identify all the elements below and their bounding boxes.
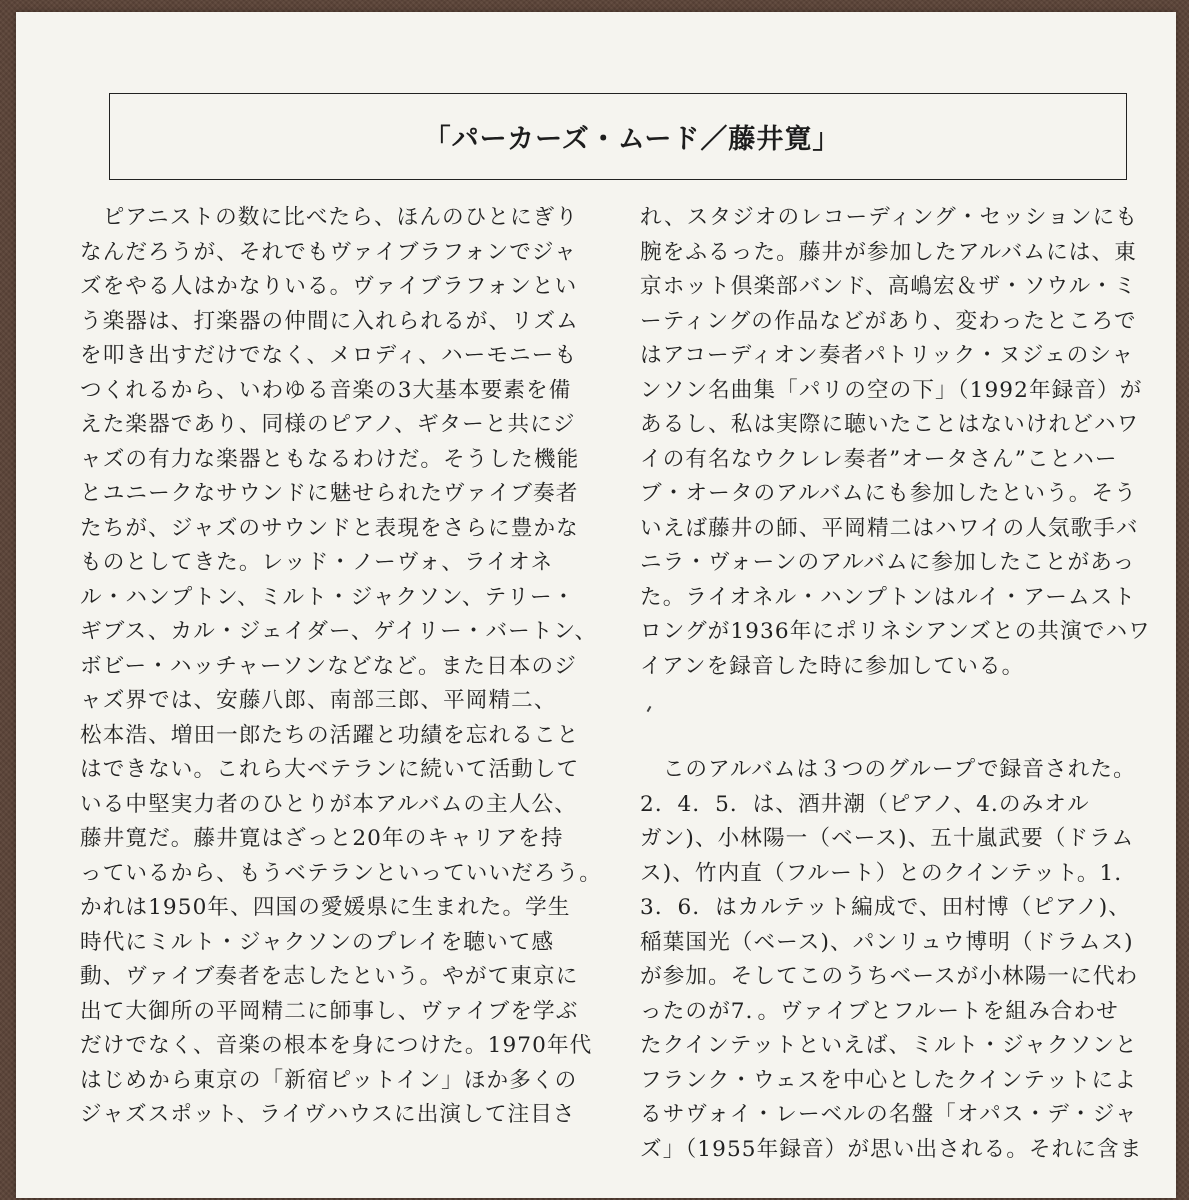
text-line: を叩き出すだけでなく、メロディ、ハーモニーも: [80, 343, 578, 368]
text-line: 出て大御所の平岡精二に師事し、ヴァイブを学ぶ: [80, 998, 579, 1024]
text-line: ギブス、カル・ジェイダー、ゲイリー・バートン、: [80, 619, 598, 644]
text-line: ス)、竹内直（フルート）とのクインテット。1．: [640, 860, 1138, 886]
text-line: イアンを録音した時に参加している。: [640, 653, 1025, 679]
text-line: 動、ヴァイブ奏者を志したという。やがて東京に: [80, 964, 579, 989]
text-line: ニラ・ヴォーンのアルバムに参加したことがあっ: [640, 550, 1136, 575]
text-line: れ、スタジオのレコーディング・セッションにも: [640, 205, 1138, 230]
text-line: たちが、ジャズのサウンドと表現をさらに豊かな: [80, 515, 579, 541]
text-line: ピアニストの数に比べたら、ほんのひとにぎり: [80, 205, 579, 230]
text-line: 京ホット倶楽部バンド、高嶋宏＆ザ・ソウル・ミ: [640, 274, 1137, 299]
text-line: ャズ界では、安藤八郎、南部三郎、平岡精二、: [80, 688, 557, 713]
text-line: ズ」（1955年録音）が思い出される。それに含ま: [640, 1136, 1143, 1162]
text-line: はできない。これら大ベテランに続いて活動して: [80, 757, 580, 782]
text-line: 藤井寛だ。藤井寛はざっと20年のキャリアを持: [80, 826, 564, 851]
text-line: ものとしてきた。レッド・ノーヴォ、ライオネ: [80, 550, 554, 575]
text-line: だけでなく、音楽の根本を身につけた。1970年代: [80, 1033, 593, 1058]
text-line: う楽器は、打楽器の仲間に入れられるが、リズム: [80, 308, 579, 334]
text-line: ーティングの作品などがあり、変わったところで: [640, 308, 1137, 334]
text-line: ズをやる人はかなりいる。ヴァイブラフォンとい: [80, 274, 578, 299]
text-line: 2．4．5．は、酒井潮（ピアノ、4.のみオル: [640, 791, 1090, 817]
text-line: ブ・オータのアルバムにも参加したという。そう: [640, 481, 1137, 506]
right-column-bottom: [640, 753, 1170, 1167]
text-line: フランク・ウェスを中心としたクインテットによ: [640, 1067, 1137, 1093]
text-line: ル・ハンプトン、ミルト・ジャクソン、テリー・: [80, 584, 576, 610]
text-line: 松本浩、増田一郎たちの活躍と功績を忘れること: [80, 722, 580, 748]
text-line: たクインテットといえば、ミルト・ジャクソンと: [640, 1033, 1138, 1058]
text-line: ロングが1936年にポリネシアンズとの共演でハワ: [640, 619, 1151, 644]
text-line: 時代にミルト・ジャクソンのプレイを聴いて感: [80, 929, 555, 955]
paragraph-gap: [640, 719, 1170, 754]
text-line: ガン)、小林陽一（ベース)、五十嵐武要（ドラム: [640, 826, 1135, 851]
text-line: っているから、もうベテランといっていいだろう。: [80, 860, 602, 886]
text-line: が参加。そしてこのうちベースが小林陽一に代わ: [640, 964, 1139, 989]
title-box: [109, 93, 1127, 180]
text-line: ジャズスポット、ライヴハウスに出演して注目さ: [80, 1102, 576, 1127]
right-column: [640, 201, 1170, 1167]
paragraph-gap: [640, 684, 1170, 719]
text-line: た。ライオネル・ハンプトンはルイ・アームスト: [640, 584, 1137, 610]
text-line: るサヴォイ・レーベルの名盤「オパス・デ・ジャ: [640, 1102, 1138, 1127]
liner-notes-page: [16, 12, 1176, 1198]
text-line: えた楽器であり、同様のピアノ、ギターと共にジ: [80, 412, 576, 437]
text-line: ボビー・ハッチャーソンなどなど。また日本のジ: [80, 653, 577, 679]
text-line: 稲葉国光（ベース)、パンリュウ博明（ドラムス): [640, 929, 1134, 955]
text-line: いる中堅実力者のひとりが本アルバムの主人公、: [80, 791, 577, 817]
text-line: なんだろうが、それでもヴァイブラフォンでジャ: [80, 239, 577, 265]
page-title: 「パーカーズ・ムード／藤井寛」: [423, 124, 841, 155]
left-column: [80, 201, 612, 1133]
text-line: かれは1950年、四国の愛媛県に生まれた。学生: [80, 895, 571, 920]
text-line: 3．6．はカルテット編成で、田村博（ピアノ)、: [640, 895, 1131, 920]
text-line: イの有名なウクレレ奏者”オータさん”ことハー: [640, 446, 1118, 472]
text-line: このアルバムは３つのグループで録音された。: [640, 757, 1136, 782]
text-line: ンソン名曲集「パリの空の下」（1992年録音）が: [640, 377, 1143, 403]
text-line: ャズの有力な楽器ともなるわけだ。そうした機能: [80, 446, 580, 472]
text-line: ったのが7．。ヴァイブとフルートを組み合わせ: [640, 998, 1119, 1024]
text-line: つくれるから、いわゆる音楽の3大基本要素を備: [80, 377, 572, 403]
text-line: とユニークなサウンドに魅せられたヴァイブ奏者: [80, 481, 579, 506]
text-line: 腕をふるった。藤井が参加したアルバムには、東: [640, 239, 1137, 265]
text-line: あるし、私は実際に聴いたことはないけれどハワ: [640, 412, 1140, 437]
text-line: はじめから東京の「新宿ピットイン」ほか多くの: [80, 1067, 578, 1093]
right-column-top: [640, 201, 1170, 684]
text-line: はアコーディオン奏者パトリック・ヌジェのシャ: [640, 343, 1135, 368]
text-line: いえば藤井の師、平岡精二はハワイの人気歌手バ: [640, 515, 1139, 541]
